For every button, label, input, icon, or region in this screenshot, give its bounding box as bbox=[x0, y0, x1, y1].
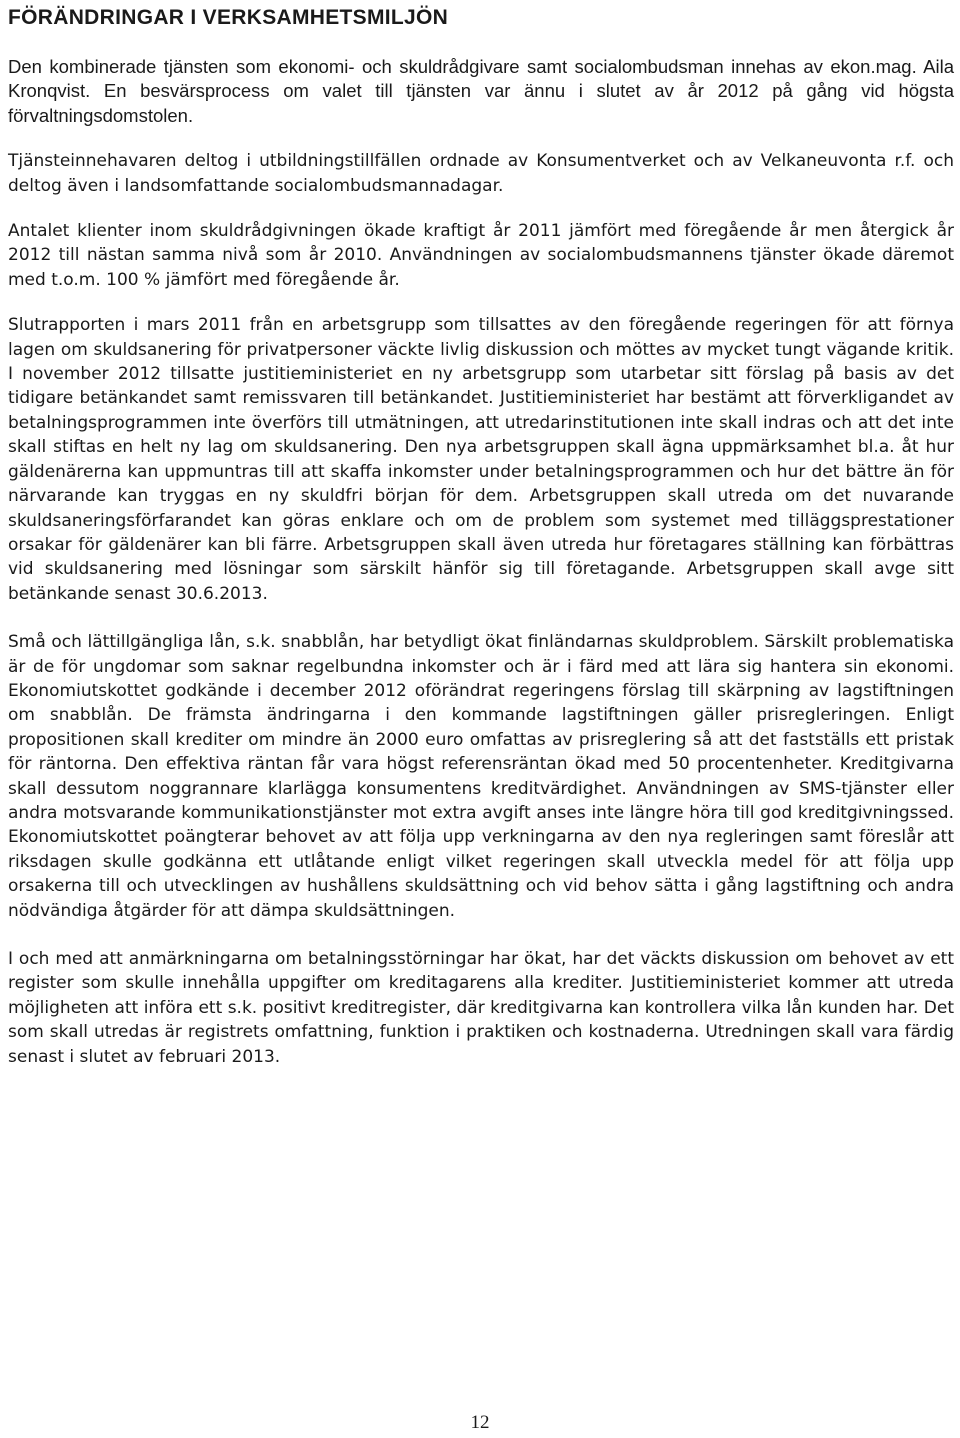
paragraph-slutrapporten: Slutrapporten i mars 2011 från en arbetsgrupp som tillsattes av den föregående regeringen för att förnya lagen om skuldsanering för privatpersoner väckte livlig diskussion och möttes av mycket tungt vägande kritik. I november 2012 tillsatte justitieministeriet en ny arbetsgrupp som utarbetar sitt förslag på basis av det tidigare betänkandet samt remissvaren till betänkandet. Justitieministeriet har bestämt att förverkligandet av betalningsprogrammen inte överförs till utmätningen, att utredarinstitutionen inte skall indras och att det inte skall stiftas en helt ny lag om skuldsanering. Den nya arbetsgruppen skall ägna uppmärksamhet bl.a. åt hur gäldenärerna kan uppmuntras till att skaffa inkomster under betalningsprogrammen och hur det bättre än för närvarande kan tryggas en ny skuldfri början för dem. Arbetsgruppen skall utreda om det nuvarande skuldsaneringsförfarandet kan göras enklare och om de problem som systemet med tilläggsprestationer orsakar för gäldenärer kan bli färre. Arbetsgruppen skall även utreda hur företagares ställning kan förbättras vid skuldsanering med lösningar som särskilt hänför sig till företagande. Arbetsgruppen skall avge sitt betänkande senast 30.6.2013. bbox=[8, 315, 954, 604]
document-page bbox=[8, 0, 954, 1069]
page-number: 12 bbox=[470, 1412, 490, 1433]
paragraph-i-och-med: I och med att anmärkningarna om betalningsstörningar har ökat, har det väckts diskussion om behovet av ett register som skulle innehålla uppgifter om kreditagarens alla krediter. Justitieministeriet kommer att utreda möjligheten att införa ett s.k. positivt kreditregister, där kreditgivarna kan kontrollera vilka lån kunden har. Det som skall utredas är registrets omfattning, funktion i praktiken och kostnaderna. Utredningen skall vara färdig senast i slutet av februari 2013. bbox=[8, 949, 954, 1067]
paragraph-tjansteinnehavaren: Tjänsteinnehavaren deltog i utbildningstillfällen ordnade av Konsumentverket och av Velkaneuvonta r.f. och deltog även i landsomfattande socialombudsmannadagar. bbox=[8, 151, 954, 196]
paragraph-sma-lan: Små och lättillgängliga lån, s.k. snabblån, har betydligt ökat finländarnas skuldproblem. Särskilt problematiska är de för ungdomar som saknar regelbundna inkomster och är i färd med att lära sig hantera sin ekonomi. Ekonomiutskottet godkände i december 2012 oförändrat regeringens förslag till skärpning av lagstiftningen om snabblån. De främsta ändringarna i den kommande lagstiftningen gäller prisregleringen. Enligt propositionen skall krediter om mindre än 2000 euro omfattas av prisreglering så att det fastställs ett pristak för räntorna. Den effektiva räntan får vara högst referensräntan ökad med 50 procentenheter. Kreditgivarna skall dessutom noggrannare klarlägga konsumentens kreditvärdighet. Användningen av SMS-tjänster eller andra motsvarande kommunikationstjänster mot extra avgift anses inte längre höra till god kreditgivningssed. Ekonomiutskottet poängterar behovet av att följa upp verkningarna av den nya regleringen samt föreslår att riksdagen skulle godkänna ett utlåtande enligt vilket regeringen skall utveckla medel för att följa upp orsakerna till och utvecklingen av hushållens skuldsättning och vid behov sätta i gång lagstiftning och andra nödvändiga åtgärder för att dämpa skuldsättningen. bbox=[8, 632, 954, 921]
paragraph-intro: Den kombinerade tjänsten som ekonomi- och skuldrådgivare samt socialombudsman innehas av ekon.mag. Aila Kronqvist. En besvärsprocess om valet till tjänsten var ännu i slutet av år 2012 på gång vid högsta förvaltningsdomstolen. bbox=[8, 56, 954, 126]
section-heading: FÖRÄNDRINGAR I VERKSAMHETSMILJÖN bbox=[8, 6, 449, 29]
paragraph-antalet: Antalet klienter inom skuldrådgivningen ökade kraftigt år 2011 jämfört med föregående år men återgick år 2012 till nästan samma nivå som år 2010. Användningen av socialombudsmannens tjänster ökade däremot med t.o.m. 100 % jämfört med föregående år. bbox=[8, 221, 954, 290]
